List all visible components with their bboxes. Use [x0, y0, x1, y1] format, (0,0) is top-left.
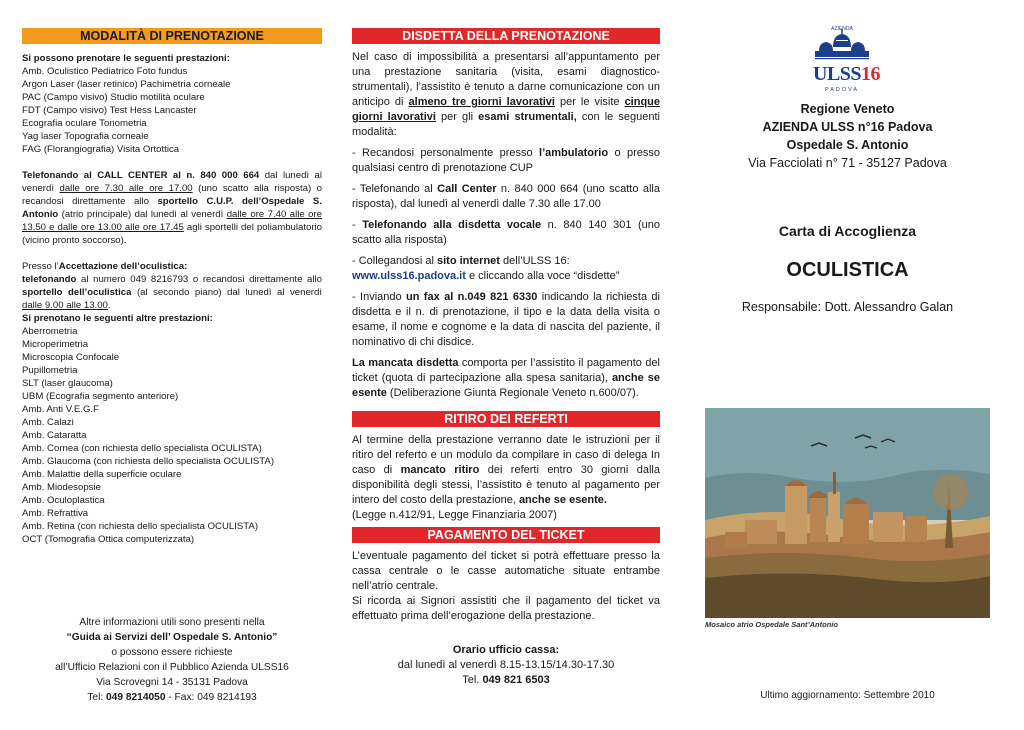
text-span: n. 840 140 301 (uno scatto alla risposta): [352, 219, 660, 246]
hospital-address: Via Facciolati n° 71 - 35127 Padova: [748, 156, 947, 170]
column-modalita: [22, 0, 323, 703]
urp-phone: 049 8214050: [106, 692, 166, 703]
text-span: Call Center: [437, 183, 497, 195]
document-title: OCULISTICA: [786, 259, 909, 281]
list-item: Argon Laser (laser retinico) Pachimetria corneale: [22, 79, 231, 90]
cassa-phone-number: 049 821 6503: [482, 674, 550, 686]
ritiro-heading: RITIRO DEI REFERTI: [352, 411, 660, 427]
mosaic-caption: Mosaico atrio Ospedale Sant’Antonio: [705, 620, 838, 629]
text-span: (uno scatto alla risposta) o recandosi direttamente allo: [22, 183, 322, 207]
text-span: dell’ULSS 16:: [499, 255, 570, 267]
text-span: esami strumentali,: [478, 111, 577, 123]
region-name: Regione Veneto: [800, 102, 895, 116]
list-item: Amb. Retina (con richiesta dello specialista OCULISTA): [22, 521, 259, 532]
text-span: cinque giorni lavorativi: [352, 96, 661, 123]
list-item: FDT (Campo visivo) Test Hess Lancaster: [22, 105, 197, 116]
text-span: agli sportelli del poliambulatorio (vicino pronto soccorso).: [22, 222, 322, 246]
text-span: Presso l’: [22, 261, 59, 272]
hospital-name: Ospedale S. Antonio: [786, 138, 909, 152]
disdetta-intro: [352, 50, 660, 140]
cassa-hours-value: dal lunedì al venerdì 8.15-13.15/14.30-17.30: [397, 659, 615, 671]
logo-azienda-text: AZIENDA: [831, 26, 853, 32]
text-span: o presso qualsiasi centro di prenotazione CUP: [352, 147, 661, 174]
accettazione-line: [22, 260, 322, 273]
list-item: Amb. Refrattiva: [22, 508, 89, 519]
text-span: sito internet: [437, 255, 500, 267]
text-span: comporta per l’assistito il pagamento del ticket (quota di partecipazione alla spesa sanitaria),: [352, 357, 660, 384]
list-item: UBM (Ecografia segmento anteriore): [22, 391, 179, 402]
cup-desk-hours: dalle ore 7.40 alle ore 13.50 e dalle ore 13.00 alle ore 17.45: [22, 209, 322, 233]
ritiro-law: (Legge n.412/91, Legge Finanziaria 2007): [352, 509, 557, 521]
footer-line: o possono essere richieste: [111, 647, 233, 658]
services-intro: Si possono prenotare le seguenti prestazioni:: [22, 53, 230, 64]
document-subtitle: Carta di Accoglienza: [778, 223, 917, 239]
logo-number: 16: [861, 63, 881, 85]
last-updated: Ultimo aggiornamento: Settembre 2010: [760, 690, 935, 701]
call-center-label: Telefonando al CALL CENTER al n. 840 000 664: [22, 170, 260, 181]
text-span: Nel caso di impossibilità a presentarsi all’appuntamento per una prestazione sanitaria (visita, esami diagnostico-strumentali), l’assistito è tenuto a darne comunicazione con un anticipo di: [352, 51, 660, 108]
responsabile: Responsabile: Dott. Alessandro Galan: [741, 300, 954, 314]
text-span: dei referti entro 30 giorni dalla disponibilità degli stessi, l’assistito è tenuto al pagamento per intero del costo della prestazione,: [352, 464, 660, 506]
ulss-website-link[interactable]: www.ulss16.padova.it: [352, 270, 466, 282]
list-item: Microscopia Confocale: [22, 352, 120, 363]
oculistica-desk-label: sportello dell’oculistica: [22, 287, 132, 298]
list-item: SLT (laser glaucoma): [22, 378, 113, 389]
cassa-phone: [352, 673, 660, 688]
text-span: anche se esente: [352, 372, 660, 399]
text-span: al numero 049 8216793 o recandosi direttamente allo: [76, 274, 322, 285]
disdetta-option-fax: [352, 290, 660, 350]
text-span: n. 840 000 664 (uno scatto alla risposta), dal lunedì al venerdì dalle 7.30 alle 17.00: [352, 183, 660, 210]
text-span: - Telefonando al: [352, 183, 438, 195]
ritiro-paragraph: [352, 433, 660, 508]
info-footer: [22, 615, 322, 705]
ticket-body: [352, 549, 660, 624]
text-span: Al termine della prestazione verranno date le istruzioni per il ritiro del referto e un modulo da compilare in caso di delega In caso di: [352, 434, 660, 476]
mosaic-image: [705, 408, 990, 618]
text-span: indicando la richiesta di disdetta e il n. di prenotazione, il tipo e la data della visita o esame, il nome e cognome e la data di nascita del paziente, il nominativo di chi disdice.: [352, 291, 660, 348]
list-item: Aberrometria: [22, 326, 78, 337]
list-item: Amb. Malattie della superficie oculare: [22, 469, 182, 480]
footer-contacts: [22, 690, 322, 705]
services-list-1: [22, 65, 322, 156]
text-span: - Recandosi personalmente presso: [352, 147, 540, 159]
text-span: La mancata disdetta: [352, 357, 459, 369]
disdetta-body: [352, 50, 660, 401]
text-span: Tel.: [462, 674, 483, 686]
ticket-reminder: Si ricorda ai Signori assistiti che il pagamento del ticket va effettuato prima dell’erogazione della prestazione.: [352, 595, 660, 622]
text-span: per gli: [435, 111, 479, 123]
disdetta-option-internet: [352, 254, 660, 284]
text-span: e cliccando alla voce “disdette”: [465, 270, 620, 282]
ulss16-logo: [809, 25, 881, 97]
text-span: .: [107, 300, 111, 311]
azienda-name: AZIENDA ULSS n°16 Padova: [762, 120, 933, 134]
text-span: dal lunedì al venerdì: [22, 170, 323, 194]
ticket-heading: PAGAMENTO DEL TICKET: [352, 527, 660, 543]
modalita-body: [22, 52, 322, 546]
list-item: Ecografia oculare Tonometria: [22, 118, 147, 129]
disdetta-option-callcenter: [352, 182, 660, 212]
list-item: PAC (Campo visivo) Studio motilità oculare: [22, 92, 205, 103]
text-span: (atrio principale) dal lunedì al venerdì: [58, 209, 227, 220]
cup-desk-label: sportello C.U.P. dell’Ospedale S. Antonio: [22, 196, 322, 220]
guide-title: “Guida ai Servizi dell’ Ospedale S. Antonio”: [66, 632, 278, 643]
ticket-paragraph: L’eventuale pagamento del ticket si potrà effettuare presso la cassa centrale o le casse automatiche situate entrambe nell’atrio centrale.: [352, 550, 660, 592]
call-center-hours: dalle ore 7.30 alle ore 17.00: [59, 183, 193, 194]
services-intro-2: Si prenotano le seguenti altre prestazioni:: [22, 313, 213, 324]
logo-ulss: ULSS: [813, 63, 862, 85]
text-span: (al secondo piano) dal lunedì al venerdì: [131, 287, 323, 298]
text-span: l’ambulatorio: [539, 147, 609, 159]
text-span: mancato ritiro: [400, 464, 480, 476]
cassa-hours: [352, 643, 660, 688]
footer-address: Via Scrovegni 14 - 35131 Padova: [96, 677, 248, 688]
call-center-paragraph: [22, 169, 322, 247]
accettazione-label: Accettazione dell’oculistica:: [58, 261, 188, 272]
modalita-heading: MODALITÀ DI PRENOTAZIONE: [22, 28, 322, 44]
list-item: FAG (Florangiografia) Visita Ortottica: [22, 144, 180, 155]
list-item: Amb. Miodesopsie: [22, 482, 101, 493]
services-list-2: [22, 325, 322, 546]
list-item: Amb. Glaucoma (con richiesta dello specialista OCULISTA): [22, 456, 275, 467]
text-span: per le visite: [554, 96, 625, 108]
mancata-disdetta: [352, 356, 660, 401]
list-item: Amb. Oculoplastica: [22, 495, 105, 506]
footer-line: Altre informazioni utili sono presenti nella: [79, 617, 265, 628]
mosaic-painting: [705, 408, 990, 618]
text-span: -: [352, 219, 363, 231]
text-span: (Deliberazione Giunta Regionale Veneto n.600/07).: [386, 387, 639, 399]
list-item: Amb. Anti V.E.G.F: [22, 404, 99, 415]
text-span: Telefonando alla disdetta vocale: [362, 219, 542, 231]
urp-fax: - Fax: 049 8214193: [165, 692, 257, 703]
text-span: telefonando: [22, 274, 77, 285]
cassa-hours-title: Orario ufficio cassa:: [452, 644, 560, 656]
list-item: Yag laser Topografia corneale: [22, 131, 149, 142]
text-span: almeno tre giorni lavorativi: [408, 96, 555, 108]
list-item: Microperimetria: [22, 339, 89, 350]
ritiro-body: [352, 433, 660, 523]
list-item: Amb. Calazi: [22, 417, 74, 428]
column-disdetta: [352, 0, 661, 686]
hospital-info: [705, 100, 990, 172]
text-span: con le seguenti modalità:: [352, 111, 660, 138]
text-span: un fax al n.049 821 6330: [406, 291, 538, 303]
list-item: Amb. Oculistico Pediatrico Foto fundus: [22, 66, 188, 77]
logo-wordmark: [813, 63, 880, 86]
footer-line: all’Ufficio Relazioni con il Pubblico Azienda ULSS16: [55, 662, 289, 673]
list-item: OCT (Tomografia Ottica computerizzata): [22, 534, 195, 545]
disdetta-option-ambulatorio: [352, 146, 660, 176]
disdetta-heading: DISDETTA DELLA PRENOTAZIONE: [352, 28, 660, 44]
accettazione-paragraph: [22, 273, 322, 312]
logo-padova-text: PADOVA: [824, 87, 860, 93]
list-item: Amb. Cataratta: [22, 430, 87, 441]
disdetta-option-vocale: [352, 218, 660, 248]
list-item: Amb. Cornea (con richiesta dello specialista OCULISTA): [22, 443, 262, 454]
oculistica-desk-hours: dalle 9.00 alle 13.00: [22, 300, 108, 311]
text-span: anche se esente.: [518, 494, 607, 506]
text-span: Tel:: [87, 692, 106, 703]
text-span: - Collegandosi al: [352, 255, 437, 267]
text-span: - Inviando: [352, 291, 406, 303]
list-item: Pupillometria: [22, 365, 78, 376]
